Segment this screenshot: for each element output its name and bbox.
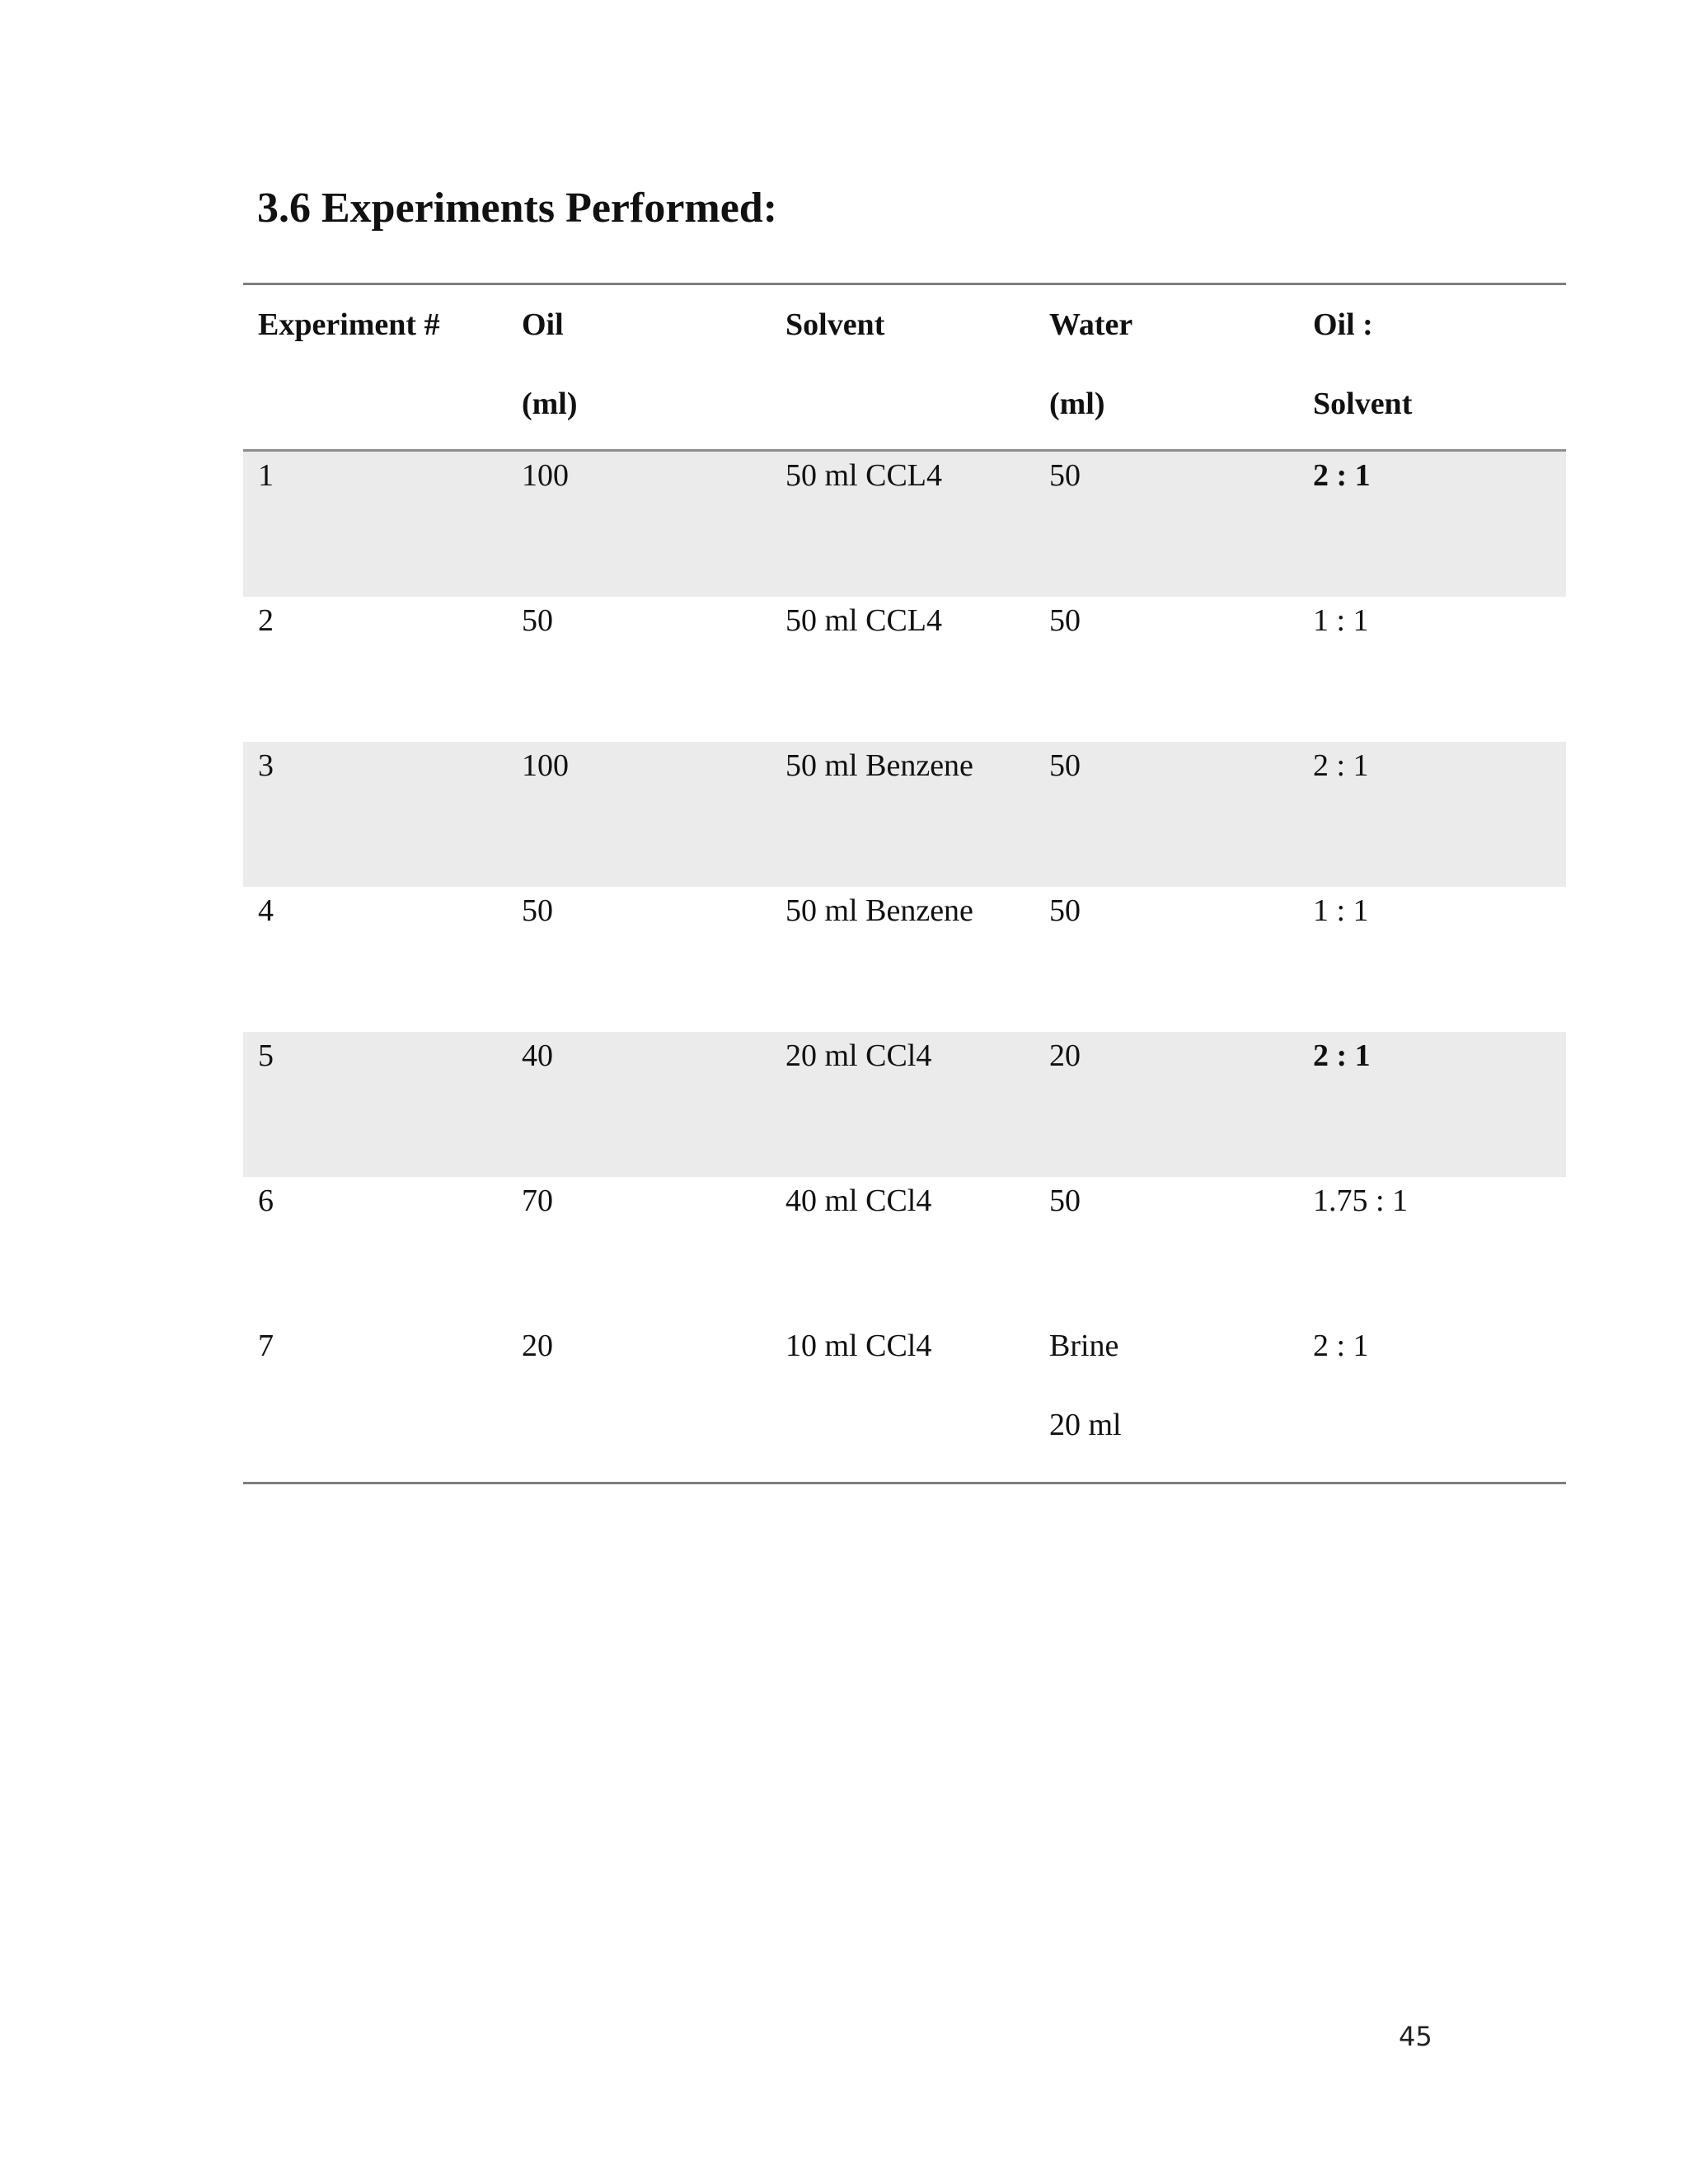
header-ratio bbox=[1298, 285, 1566, 449]
cell-water bbox=[1034, 1177, 1298, 1322]
cell-oil: 50 bbox=[522, 893, 553, 928]
cell-ratio: 2 : 1 bbox=[1313, 458, 1371, 493]
cell-solvent: 10 ml CCl4 bbox=[785, 1329, 932, 1363]
cell-experiment: 1 bbox=[258, 458, 274, 493]
table-row bbox=[243, 1322, 1566, 1482]
cell-ratio: 2 : 1 bbox=[1313, 1038, 1371, 1073]
cell-water bbox=[1034, 1322, 1298, 1482]
table-row bbox=[243, 887, 1566, 1032]
cell-experiment: 7 bbox=[258, 1329, 274, 1363]
table-row bbox=[243, 742, 1566, 887]
header-experiment bbox=[243, 285, 507, 449]
header-water-line-1: Water bbox=[1049, 307, 1133, 342]
cell-oil: 70 bbox=[522, 1183, 553, 1218]
cell-ratio: 1.75 : 1 bbox=[1313, 1183, 1409, 1218]
page-number: 45 bbox=[1399, 2021, 1432, 2052]
cell-water-line-1: 50 bbox=[1049, 748, 1081, 783]
cell-experiment: 2 bbox=[258, 603, 274, 638]
experiments-table bbox=[243, 283, 1566, 1484]
header-solvent bbox=[771, 285, 1034, 449]
table-row bbox=[243, 1177, 1566, 1322]
cell-oil: 100 bbox=[522, 748, 569, 783]
cell-oil: 100 bbox=[522, 458, 569, 493]
cell-solvent: 40 ml CCl4 bbox=[785, 1183, 932, 1218]
cell-solvent: 20 ml CCl4 bbox=[785, 1038, 932, 1073]
cell-oil: 20 bbox=[522, 1329, 553, 1363]
header-oil-line-2: (ml) bbox=[522, 387, 578, 421]
header-water-line-2: (ml) bbox=[1049, 387, 1105, 421]
cell-water-line-1: 20 bbox=[1049, 1038, 1081, 1073]
cell-solvent: 50 ml CCL4 bbox=[785, 458, 943, 493]
cell-water-line-1: 50 bbox=[1049, 603, 1081, 638]
header-ratio-line-1: Oil : bbox=[1313, 307, 1373, 342]
section-title: 3.6 Experiments Performed: bbox=[257, 185, 778, 232]
cell-oil: 50 bbox=[522, 603, 553, 638]
header-water bbox=[1034, 285, 1298, 449]
cell-experiment: 4 bbox=[258, 893, 274, 928]
cell-ratio: 1 : 1 bbox=[1313, 893, 1369, 928]
header-oil bbox=[507, 285, 771, 449]
header-solvent-line-1: Solvent bbox=[785, 307, 885, 342]
cell-water-line-1: 50 bbox=[1049, 458, 1081, 493]
cell-water-line-1: Brine bbox=[1049, 1329, 1119, 1363]
header-ratio-line-2: Solvent bbox=[1313, 387, 1413, 421]
cell-water bbox=[1034, 887, 1298, 1032]
cell-solvent: 50 ml Benzene bbox=[785, 893, 973, 928]
cell-ratio: 2 : 1 bbox=[1313, 1329, 1369, 1363]
table-header-row bbox=[243, 285, 1566, 452]
cell-experiment: 5 bbox=[258, 1038, 274, 1073]
table-row bbox=[243, 1032, 1566, 1177]
cell-water-line-2: 20 ml bbox=[1049, 1408, 1122, 1442]
cell-ratio: 1 : 1 bbox=[1313, 603, 1369, 638]
cell-oil: 40 bbox=[522, 1038, 553, 1073]
cell-water-line-1: 50 bbox=[1049, 1183, 1081, 1218]
header-oil-line-1: Oil bbox=[522, 307, 564, 342]
cell-experiment: 6 bbox=[258, 1183, 274, 1218]
cell-experiment: 3 bbox=[258, 748, 274, 783]
cell-water bbox=[1034, 452, 1298, 597]
cell-solvent: 50 ml CCL4 bbox=[785, 603, 943, 638]
cell-solvent: 50 ml Benzene bbox=[785, 748, 973, 783]
cell-water-line-1: 50 bbox=[1049, 893, 1081, 928]
cell-water bbox=[1034, 1032, 1298, 1177]
table-row bbox=[243, 452, 1566, 597]
cell-ratio: 2 : 1 bbox=[1313, 748, 1369, 783]
header-experiment-line-1: Experiment # bbox=[258, 307, 440, 342]
cell-water bbox=[1034, 597, 1298, 742]
table-row bbox=[243, 597, 1566, 742]
cell-water bbox=[1034, 742, 1298, 887]
